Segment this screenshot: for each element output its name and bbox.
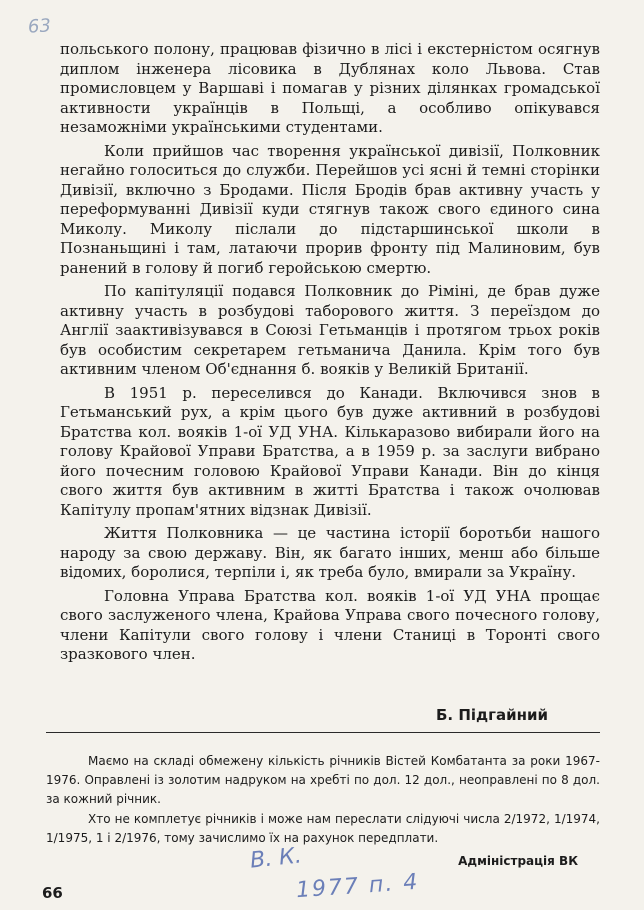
- article-paragraph-5: Життя Полковника — це частина історії боротьби нашого народу за свою державу. Він, як багато інших, менш або більше відомих, боролися, терпіли і, як треба було, вмирали за Україну.: [60, 524, 600, 581]
- article-body: [60, 40, 600, 669]
- notice-paragraph-1: Маємо на складі обмежену кількість річників Вістей Комбатанта за роки 1967-1976. Оправлені із золотим надруком на хребті по дол. 12 дол., неоправлені по 8 дол. за кожний річник.: [46, 754, 600, 806]
- handwritten-date: 1977 п. 4: [295, 869, 421, 904]
- notice-signature: Адміністрація ВК: [458, 854, 578, 868]
- notice-paragraph-2: Хто не комплетує річників і може нам переслати слідуючі числа 2/1972, 1/1974, 1/1975, 1 і 2/1976, тому зачислимо їх на рахунок передплати.: [46, 812, 600, 845]
- article-paragraph-1: польського полону, працював фізично в лісі і екстерністом осягнув диплом інженера лісовика в Дублянах коло Львова. Став промисловцем у Варшаві і помагав у різних ділянках громадської активности українців в Польщі, а особливо опікувався незаможніми українськими студентами.: [60, 40, 600, 136]
- article-signature: Б. Підгайний: [435, 706, 548, 724]
- handwritten-initials: В. К.: [248, 843, 303, 874]
- section-divider: [46, 732, 600, 733]
- handwritten-page-note: 63: [27, 15, 52, 38]
- article-paragraph-3: По капітуляції подався Полковник до Ріміні, де брав дуже активну участь в розбудові таборового життя. З переїздом до Англії заактивізувався в Союзі Гетьманців і протягом трьох років був особистим секретарем гетьманича Данила. Крім того був активним членом Об'єднання б. вояків у Великій Британії.: [60, 282, 600, 378]
- article-paragraph-4: В 1951 р. переселився до Канади. Включився знов в Гетьманський рух, а крім цього був дуже активний в розбудові Братства кол. вояків 1-ої УД УНА. Кількаразово вибирали його на голову Крайової Управи Братства, а в 1959 р. за заслуги вибрано його почесним головою Крайової Управи Канади. Він до кінця свого життя був активним в житті Братства і також очолював Капітулу пропам'ятних відзнак Дивізії.: [60, 383, 600, 519]
- article-paragraph-6: Головна Управа Братства кол. вояків 1-ої УД УНА прощає свого заслуженого члена, Крайова Управа свого почесного голову, члени Капітули свого голову і члени Станиці в Торонті свого зразкового член.: [60, 586, 600, 663]
- administration-notice: [46, 752, 600, 849]
- article-paragraph-2: Коли прийшов час творення української дивізії, Полковник негайно голоситься до служби. Перейшов усі ясні й темні сторінки Дивізії, включно з Бродами. Після Бродів брав активну участь у переформуванні Дивізії куди стягнув також свого єдиного сина Миколу. Миколу післали до підстаршинської школи в Познаньщині і там, латаючи прорив фронту під Малиновим, був ранений в голову й погиб геройською смертю.: [60, 141, 600, 277]
- page-number: 66: [42, 884, 63, 902]
